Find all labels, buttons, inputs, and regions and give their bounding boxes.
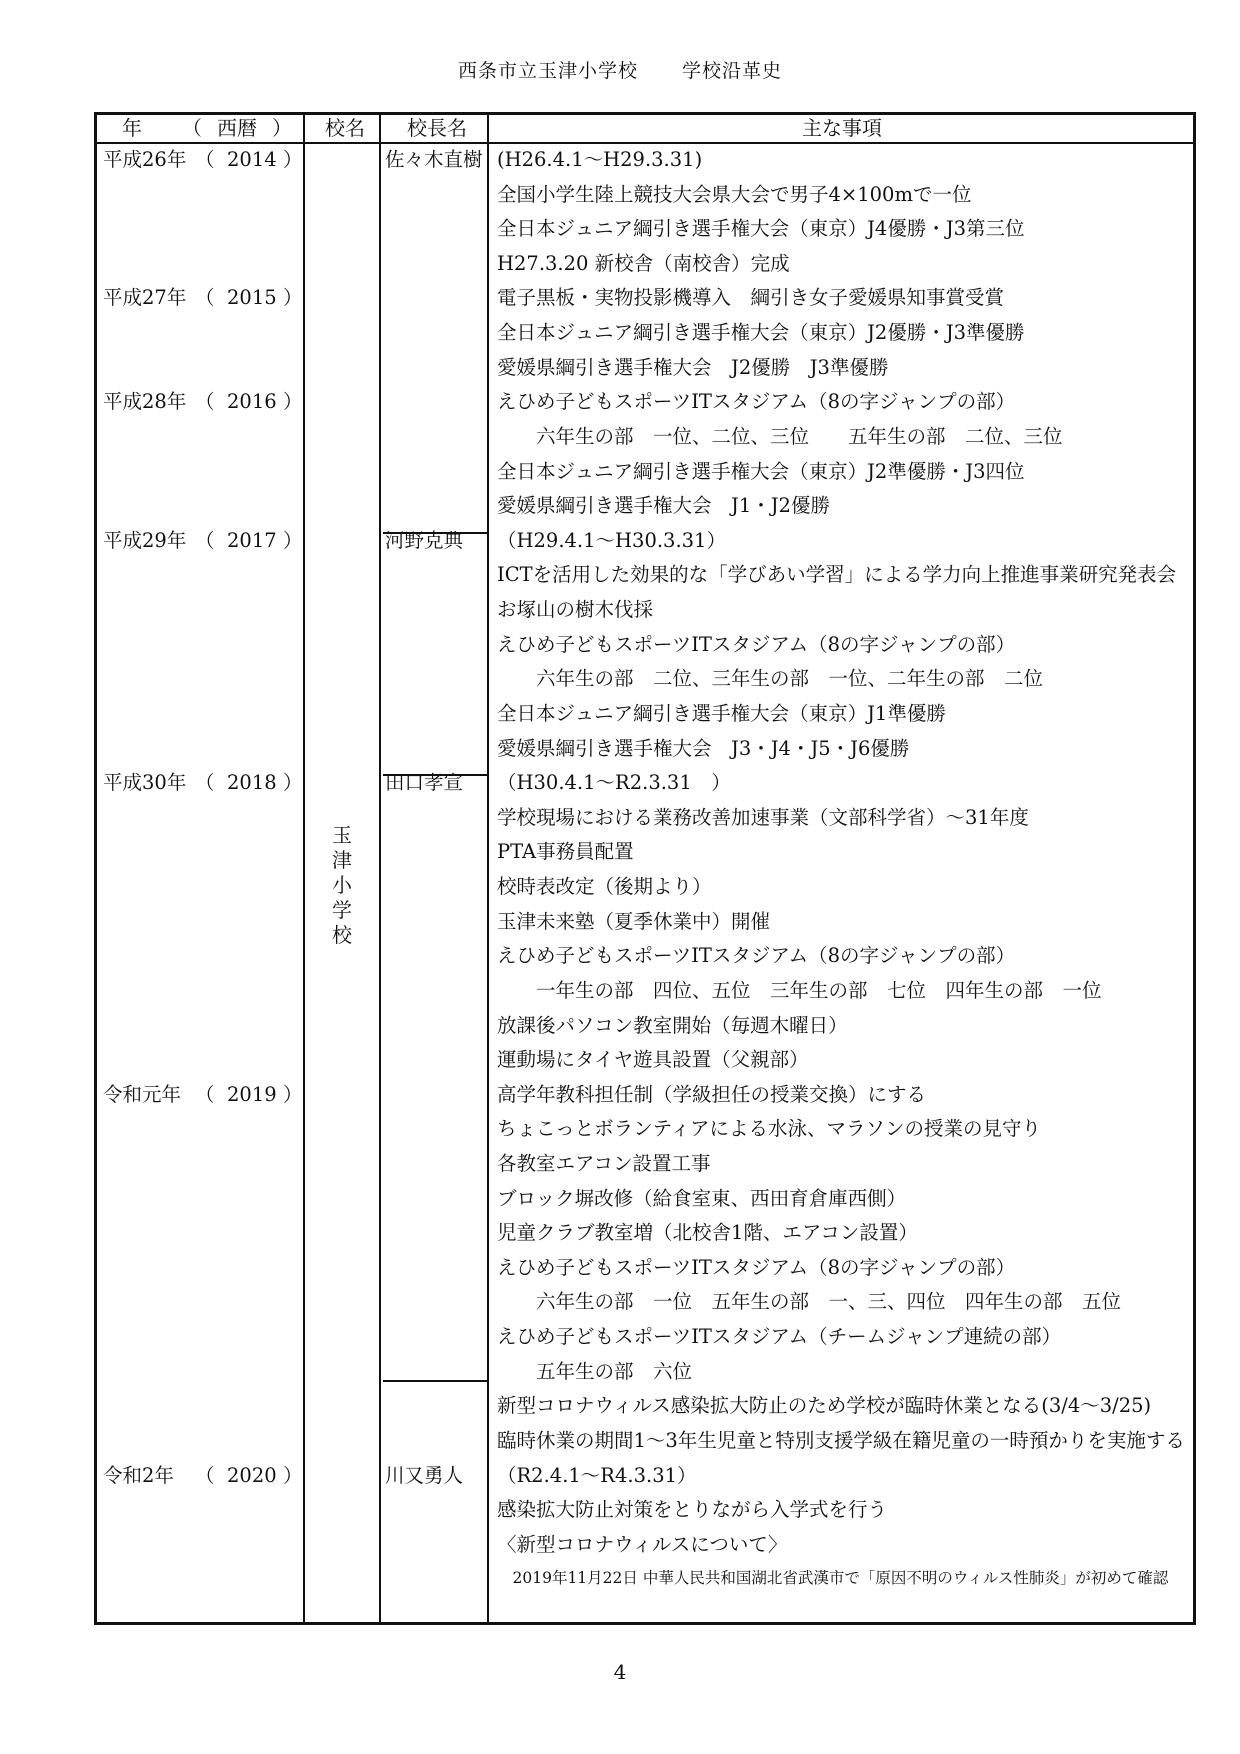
paren-open: （ bbox=[195, 1463, 215, 1487]
event-item: 校時表改定（後期より） bbox=[497, 875, 712, 899]
event-item: 感染拡大防止対策をとりながら入学式を行う bbox=[497, 1498, 888, 1522]
year-label: 令和2年 bbox=[103, 1463, 174, 1487]
paren-open: （ bbox=[195, 771, 215, 795]
event-item: 五年生の部 六位 bbox=[497, 1359, 693, 1383]
year-label: 平成29年 bbox=[103, 528, 187, 552]
event-item: えひめ子どもスポーツITスタジアム（8の字ジャンプの部） bbox=[497, 632, 1016, 656]
event-item: ICTを活用した効果的な「学びあい学習」による学力向上推進事業研究発表会 bbox=[497, 563, 1177, 587]
event-item: 運動場にタイヤ遊具設置（父親部） bbox=[497, 1048, 809, 1072]
year-number: 2016 bbox=[227, 390, 277, 414]
event-item: 児童クラブ教室増（北校舎1階、エアコン設置） bbox=[497, 1221, 918, 1245]
column-divider bbox=[303, 115, 305, 1622]
document-title bbox=[0, 56, 1240, 83]
year-number: 2014 bbox=[227, 148, 277, 171]
event-item: えひめ子どもスポーツITスタジアム（チームジャンプ連続の部） bbox=[497, 1325, 1062, 1349]
event-item: えひめ子どもスポーツITスタジアム（8の字ジャンプの部） bbox=[497, 944, 1016, 968]
header-paren-close: ） bbox=[272, 116, 292, 140]
paren-close: ） bbox=[283, 286, 303, 310]
event-item: PTA事務員配置 bbox=[497, 840, 634, 864]
event-item: えひめ子どもスポーツITスタジアム（8の字ジャンプの部） bbox=[497, 390, 1016, 414]
event-item: 全国小学生陸上競技大会県大会で男子4×100mで一位 bbox=[497, 182, 972, 206]
column-divider bbox=[487, 115, 489, 1622]
year-row bbox=[103, 1458, 311, 1493]
event-item: 愛媛県綱引き選手権大会 J2優勝 J3準優勝 bbox=[497, 355, 889, 379]
history-title: 学校沿革史 bbox=[682, 60, 783, 82]
table-header bbox=[97, 115, 1193, 144]
paren-close: ） bbox=[283, 528, 303, 552]
header-year: 年 bbox=[122, 116, 142, 140]
event-item: 六年生の部 一位 五年生の部 一、三、四位 四年生の部 五位 bbox=[497, 1290, 1122, 1314]
event-item: （H29.4.1～H30.3.31） bbox=[497, 528, 726, 552]
school-name-vertical: 玉 津 小 学 校 bbox=[332, 823, 352, 947]
year-row bbox=[103, 1077, 311, 1112]
history-table bbox=[94, 112, 1196, 1625]
year-row bbox=[103, 142, 311, 177]
header-principal: 校長名 bbox=[407, 116, 467, 140]
principal-name: 河野克典 bbox=[385, 528, 464, 552]
year-row bbox=[103, 523, 311, 558]
year-label: 令和元年 bbox=[103, 1082, 182, 1106]
event-item: 電子黒板・実物投影機導入 綱引き女子愛媛県知事賞受賞 bbox=[497, 286, 1005, 310]
event-item: 全日本ジュニア綱引き選手権大会（東京）J2準優勝・J3四位 bbox=[497, 459, 1025, 483]
paren-open: （ bbox=[195, 390, 215, 414]
year-number: 2018 bbox=[227, 771, 277, 795]
event-item: 学校現場における業務改善加速事業（文部科学省）～31年度 bbox=[497, 805, 1029, 829]
event-item: 一年生の部 四位、五位 三年生の部 七位 四年生の部 一位 bbox=[497, 978, 1102, 1002]
event-item: ちょこっとボランティアによる水泳、マラソンの授業の見守り bbox=[497, 1117, 1042, 1141]
header-school: 校名 bbox=[325, 116, 365, 140]
header-seireki: 西暦 bbox=[217, 116, 257, 140]
event-item: 各教室エアコン設置工事 bbox=[497, 1151, 711, 1175]
year-label: 平成27年 bbox=[103, 286, 187, 310]
event-item: えひめ子どもスポーツITスタジアム（8の字ジャンプの部） bbox=[497, 1255, 1016, 1279]
year-label: 平成28年 bbox=[103, 390, 187, 414]
header-events: 主な事項 bbox=[802, 116, 882, 140]
event-item: 愛媛県綱引き選手権大会 J3・J4・J5・J6優勝 bbox=[497, 736, 910, 760]
paren-close: ） bbox=[283, 771, 303, 795]
event-item: お塚山の樹木伐採 bbox=[497, 598, 654, 622]
principal-name: 田口孝宣 bbox=[385, 771, 464, 795]
event-item: 2019年11月22日 中華人民共和国湖北省武漢市で「原因不明のウィルス性肺炎」が初めて確認 bbox=[497, 1569, 1169, 1588]
event-item: H27.3.20 新校舎（南校舎）完成 bbox=[497, 251, 790, 275]
event-item: 新型コロナウィルス感染拡大防止のため学校が臨時休業となる(3/4～3/25) bbox=[497, 1394, 1152, 1418]
event-item: ブロック塀改修（給食室東、西田育倉庫西側） bbox=[497, 1186, 907, 1210]
paren-close: ） bbox=[283, 390, 303, 414]
paren-open: （ bbox=[195, 286, 215, 310]
event-item: 六年生の部 一位、二位、三位 五年生の部 二位、三位 bbox=[497, 424, 1063, 448]
year-number: 2017 bbox=[227, 528, 277, 552]
paren-open: （ bbox=[195, 1082, 215, 1106]
paren-close: ） bbox=[283, 1463, 303, 1487]
year-number: 2015 bbox=[227, 286, 277, 310]
principal-separator bbox=[383, 1380, 489, 1382]
paren-close: ） bbox=[283, 148, 303, 171]
header-paren-open: （ bbox=[182, 116, 202, 140]
event-item: (H26.4.1～H29.3.31) bbox=[497, 148, 703, 171]
year-label: 平成30年 bbox=[103, 771, 187, 795]
year-number: 2019 bbox=[227, 1082, 277, 1106]
event-item: 〈新型コロナウィルスについて〉 bbox=[497, 1532, 788, 1556]
principal-name: 佐々木直樹 bbox=[385, 148, 483, 171]
event-item: 放課後パソコン教室開始（毎週木曜日） bbox=[497, 1013, 848, 1037]
event-item: 六年生の部 二位、三年生の部 一位、二年生の部 二位 bbox=[497, 667, 1044, 691]
year-row bbox=[103, 765, 311, 800]
year-row bbox=[103, 384, 311, 419]
year-label: 平成26年 bbox=[103, 148, 187, 171]
paren-close: ） bbox=[283, 1082, 303, 1106]
column-divider bbox=[379, 115, 381, 1622]
school-title: 西条市立玉津小学校 bbox=[457, 60, 638, 82]
paren-open: （ bbox=[195, 148, 215, 171]
event-item: 全日本ジュニア綱引き選手権大会（東京）J1準優勝 bbox=[497, 701, 946, 725]
event-item: 愛媛県綱引き選手権大会 J1・J2優勝 bbox=[497, 494, 830, 518]
principal-name: 川又勇人 bbox=[385, 1463, 464, 1487]
event-item: 玉津未来塾（夏季休業中）開催 bbox=[497, 909, 771, 933]
year-number: 2020 bbox=[227, 1463, 277, 1487]
event-item: 臨時休業の期間1～3年生児童と特別支援学級在籍児童の一時預かりを実施する bbox=[497, 1428, 1185, 1452]
year-row bbox=[103, 280, 311, 315]
event-item: （H30.4.1～R2.3.31 ） bbox=[497, 771, 731, 795]
page-number: 4 bbox=[613, 1660, 627, 1684]
event-item: （R2.4.1～R4.3.31） bbox=[497, 1463, 697, 1487]
paren-open: （ bbox=[195, 528, 215, 552]
event-item: 全日本ジュニア綱引き選手権大会（東京）J4優勝・J3第三位 bbox=[497, 217, 1025, 241]
event-item: 全日本ジュニア綱引き選手権大会（東京）J2優勝・J3準優勝 bbox=[497, 321, 1025, 345]
event-item: 高学年教科担任制（学級担任の授業交換）にする bbox=[497, 1082, 927, 1106]
